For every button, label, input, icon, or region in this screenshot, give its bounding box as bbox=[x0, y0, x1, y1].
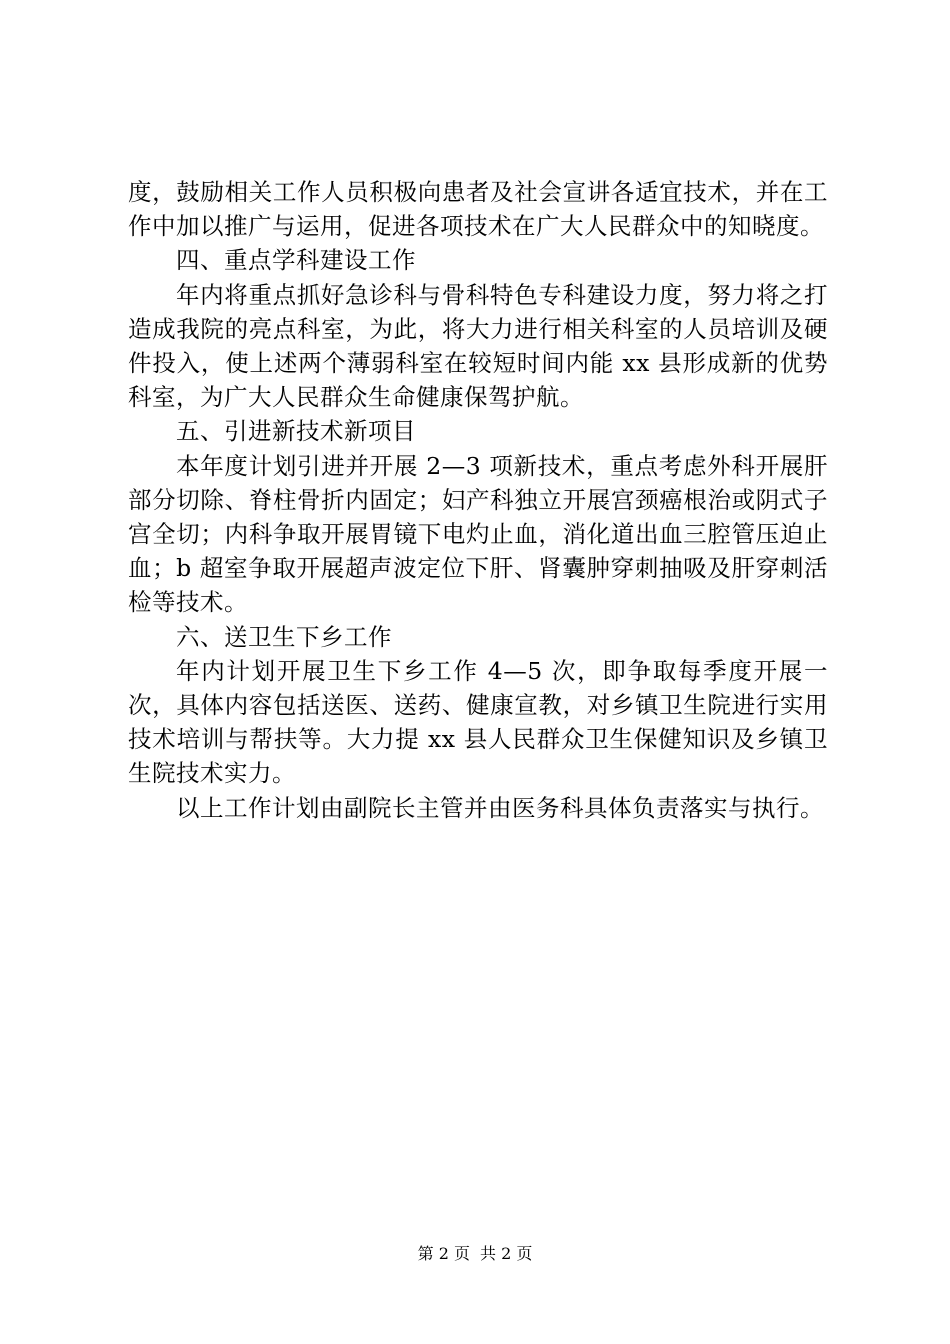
body-paragraph: 年内将重点抓好急诊科与骨科特色专科建设力度，努力将之打造成我院的亮点科室，为此，将大力进行相关科室的人员培训及硬件投入，使上述两个薄弱科室在较短时间内能 xx 县形成新的优势科室，为广大人民群众生命健康保驾护航。 bbox=[128, 280, 828, 412]
section-heading: 五、引进新技术新项目 bbox=[176, 417, 416, 446]
page-number-total: 共 2 页 bbox=[480, 1244, 533, 1263]
document-body bbox=[128, 175, 828, 825]
section-heading: 六、送卫生下乡工作 bbox=[176, 622, 392, 651]
section-heading: 四、重点学科建设工作 bbox=[176, 246, 416, 275]
body-paragraph: 本年度计划引进并开展 2—3 项新技术，重点考虑外科开展肝部分切除、脊柱骨折内固定；妇产科独立开展宫颈癌根治或阴式子宫全切；内科争取开展胃镜下电灼止血，消化道出血三腔管压迫止血；b 超室争取开展超声波定位下肝、肾囊肿穿刺抽吸及肝穿刺活检等技术。 bbox=[128, 451, 828, 617]
page-footer bbox=[0, 1244, 950, 1264]
body-paragraph: 年内计划开展卫生下乡工作 4—5 次，即争取每季度开展一次，具体内容包括送医、送药、健康宣教，对乡镇卫生院进行实用技术培训与帮扶等。大力提 xx 县人民群众卫生保健知识及乡镇卫生院技术实力。 bbox=[128, 656, 828, 788]
body-paragraph: 度，鼓励相关工作人员积极向患者及社会宣讲各适宜技术，并在工作中加以推广与运用，促进各项技术在广大人民群众中的知晓度。 bbox=[128, 178, 828, 241]
body-paragraph: 以上工作计划由副院长主管并由医务科具体负责落实与执行。 bbox=[176, 793, 824, 822]
page-number-current: 第 2 页 bbox=[417, 1244, 470, 1263]
